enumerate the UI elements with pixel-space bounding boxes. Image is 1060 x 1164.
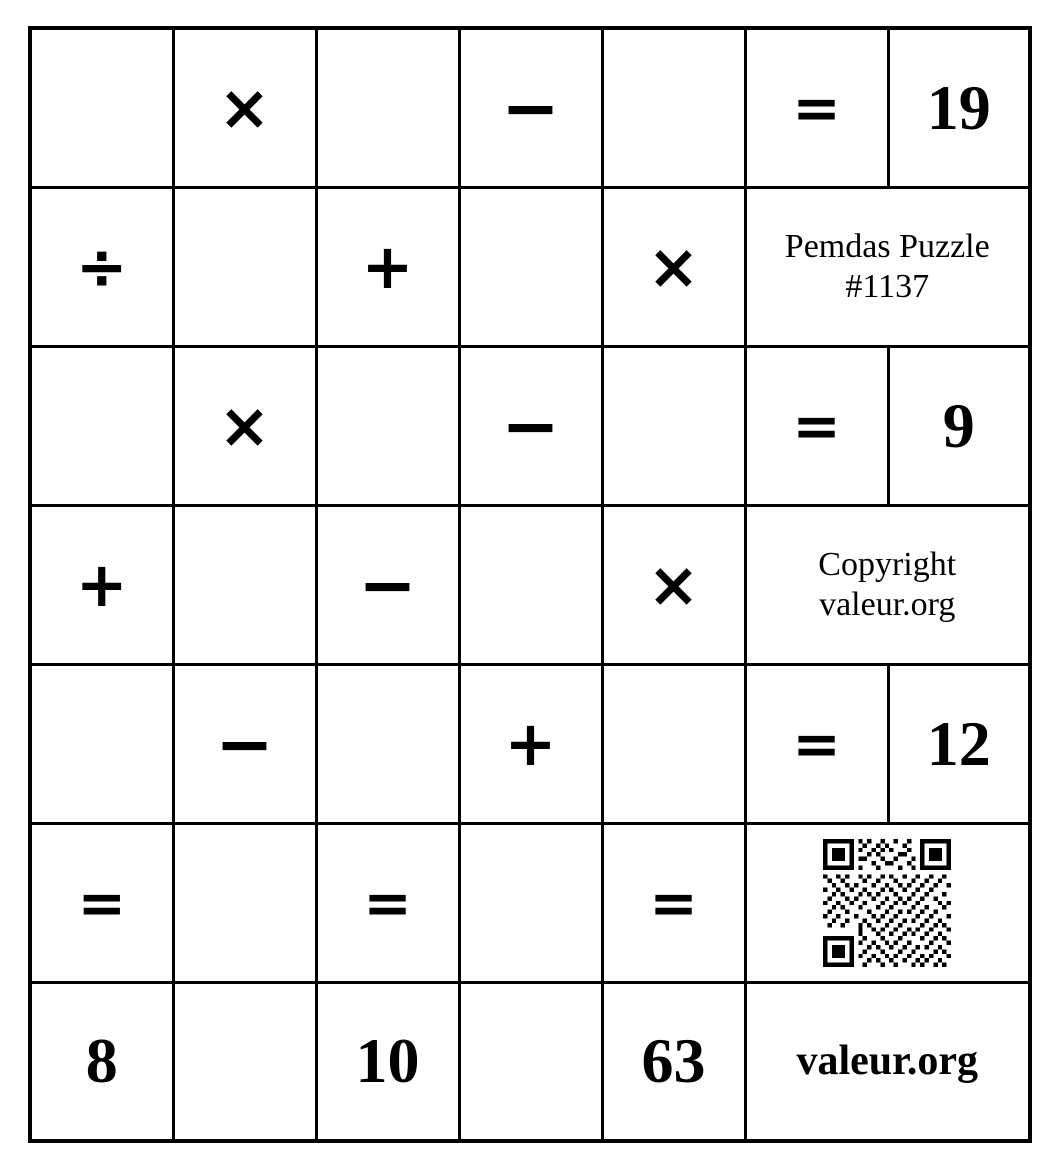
pemdas-grid — [28, 26, 1032, 1143]
grid-row — [30, 823, 1030, 982]
column-result-cell — [30, 982, 173, 1141]
answer-cell[interactable] — [602, 28, 745, 187]
row-result-value: 19 — [926, 71, 991, 143]
answer-cell[interactable] — [316, 664, 459, 823]
multiply-icon: × — [218, 388, 271, 462]
qr-code-svg — [823, 839, 951, 967]
row-result-cell — [888, 28, 1030, 187]
blocked-cell — [173, 823, 316, 982]
plus-icon: + — [361, 229, 414, 303]
multiply-icon: × — [647, 229, 700, 303]
answer-cell[interactable] — [30, 28, 173, 187]
answer-cell[interactable] — [30, 664, 173, 823]
blocked-cell — [173, 505, 316, 664]
minus-icon: − — [215, 702, 274, 785]
page-title: Pemdas Puzzle — [784, 228, 990, 266]
blocked-cell — [459, 982, 602, 1141]
operator-cell — [459, 28, 602, 187]
equals-icon: = — [649, 868, 698, 937]
plus-icon: + — [504, 706, 557, 780]
column-result-value: 63 — [641, 1025, 706, 1097]
blocked-cell — [459, 187, 602, 346]
equals-icon: = — [792, 391, 841, 460]
minus-icon: − — [358, 543, 417, 626]
copyright-cell — [745, 505, 1030, 664]
grid-row — [30, 982, 1030, 1141]
column-result-cell — [602, 982, 745, 1141]
column-result-value: 8 — [85, 1025, 118, 1097]
equals-cell — [745, 28, 888, 187]
answer-cell[interactable] — [602, 664, 745, 823]
equals-icon: = — [792, 709, 841, 778]
grid-row — [30, 28, 1030, 187]
qr-code-icon[interactable] — [747, 839, 1029, 967]
equals-cell — [316, 823, 459, 982]
brand-cell[interactable] — [745, 982, 1030, 1141]
blocked-cell — [173, 982, 316, 1141]
row-result-value: 12 — [926, 707, 991, 779]
blocked-cell — [459, 823, 602, 982]
plus-icon: + — [75, 547, 128, 621]
column-result-cell — [316, 982, 459, 1141]
operator-cell — [459, 346, 602, 505]
minus-icon: − — [501, 66, 560, 149]
divide-icon: ÷ — [75, 229, 128, 303]
operator-cell — [602, 505, 745, 664]
grid-row — [30, 187, 1030, 346]
multiply-icon: × — [218, 70, 271, 144]
copyright-label: Copyright — [818, 546, 957, 584]
operator-cell — [459, 664, 602, 823]
copyright-site: valeur.org — [819, 585, 956, 623]
answer-cell[interactable] — [30, 346, 173, 505]
operator-cell — [30, 187, 173, 346]
operator-cell — [173, 28, 316, 187]
equals-icon: = — [363, 868, 412, 937]
row-result-value: 9 — [942, 389, 975, 461]
minus-icon: − — [501, 384, 560, 467]
equals-cell — [30, 823, 173, 982]
puzzle-number: #1137 — [845, 267, 930, 305]
grid-row — [30, 346, 1030, 505]
grid-row — [30, 664, 1030, 823]
operator-cell — [316, 505, 459, 664]
operator-cell — [173, 346, 316, 505]
operator-cell — [30, 505, 173, 664]
answer-cell[interactable] — [316, 346, 459, 505]
equals-cell — [745, 346, 888, 505]
puzzle-container — [28, 26, 1028, 1138]
answer-cell[interactable] — [316, 28, 459, 187]
brand-label: valeur.org — [796, 1038, 979, 1085]
grid-row — [30, 505, 1030, 664]
puzzle-title-cell — [745, 187, 1030, 346]
equals-icon: = — [792, 73, 841, 142]
answer-cell[interactable] — [602, 346, 745, 505]
operator-cell — [602, 187, 745, 346]
blocked-cell — [459, 505, 602, 664]
operator-cell — [173, 664, 316, 823]
equals-cell — [745, 664, 888, 823]
row-result-cell — [888, 664, 1030, 823]
blocked-cell — [173, 187, 316, 346]
row-result-cell — [888, 346, 1030, 505]
equals-icon: = — [77, 868, 127, 937]
column-result-value: 10 — [355, 1025, 420, 1097]
operator-cell — [316, 187, 459, 346]
qr-code-cell[interactable] — [745, 823, 1030, 982]
equals-cell — [602, 823, 745, 982]
multiply-icon: × — [647, 547, 700, 621]
